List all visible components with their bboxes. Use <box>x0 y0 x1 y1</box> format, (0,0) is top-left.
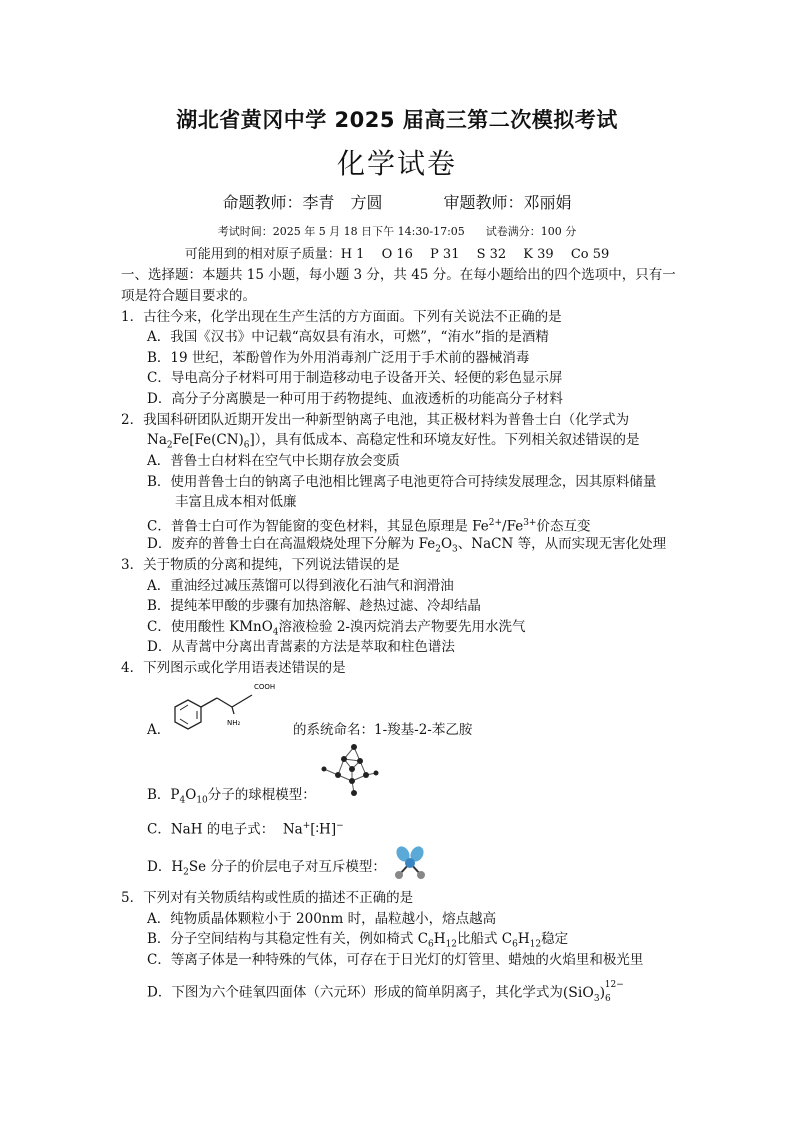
reviewer-name: 邓丽娟 <box>523 193 572 212</box>
q4-option-b: B．$P_4O_{10}$分子的球棍模型： <box>147 787 316 806</box>
exam-time: 考试时间：2025 年 5 月 18 日下午 14:30-17:05 <box>217 225 465 238</box>
cooh-label: COOH <box>254 683 276 691</box>
exam-subtitle: 化学试卷 <box>336 147 457 180</box>
p4o10-ball-stick-model <box>318 741 378 797</box>
full-score: 试卷满分：100 分 <box>485 225 577 238</box>
section-heading-line2: 项是符合题目要求的。 <box>121 288 256 304</box>
q5-option-d: D．下图为六个硅氧四面体（六元环）形成的简单阴离子，其化学式为$(SiO_3)_6^{12-}$ <box>147 979 630 1008</box>
q1-option-b: B．19 世纪，苯酚曾作为外用消毒剂广泛用于手术前的器械消毒 <box>147 350 530 366</box>
q1-option-d: D．高分子分离膜是一种可用于药物提纯、血液透析的功能高分子材料 <box>147 391 563 407</box>
q4-stem: 4．下列图示或化学用语表述错误的是 <box>121 660 346 676</box>
silicate-formula: $(SiO_3)_6^{12-}$ <box>562 980 624 1004</box>
q1-option-c: C．导电高分子材料可用于制造移动电子设备开关、轻便的彩色显示屏 <box>147 370 563 386</box>
atomic-masses: 可能用到的相对原子质量：H 1 O 16 P 31 S 32 K 39 Co 59 <box>184 247 610 262</box>
q1-option-a: A．我国《汉书》中记载“高奴县有洧水，可燃”，“洧水”指的是酒精 <box>147 329 549 345</box>
q2-option-a: A．普鲁士白材料在空气中长期存放会变质 <box>147 453 400 469</box>
q5-option-c: C．等离子体是一种特殊的气体，可存在于日光灯的灯管里、蜡烛的火焰里和极光里 <box>147 952 644 968</box>
q2-option-b-line1: B．使用普鲁士白的钠离子电池相比锂离子电池更符合可持续发展理念，因其原料储量 <box>147 474 657 490</box>
setter-names: 李青 方圆 <box>302 193 383 212</box>
q3-option-c: C．使用酸性 KMnO$_4$溶液检验 2-溴丙烷消去产物要先用水洗气 <box>147 619 526 638</box>
q4-option-a-text: 的系统命名：1-羧基-2-苯乙胺 <box>293 722 473 738</box>
q5-option-a: A．纯物质晶体颗粒小于 200nm 时，晶粒越小，熔点越高 <box>147 911 497 927</box>
q1-stem: 1．古往今来，化学出现在生产生活的方方面面。下列有关说法不正确的是 <box>121 309 562 325</box>
q4-option-a-label: A． <box>147 722 171 738</box>
reviewer-label: 审题教师： <box>443 193 524 212</box>
q2-option-b-line2: 丰富且成本相对低廉 <box>175 494 297 510</box>
exam-info <box>0 223 794 239</box>
section-heading-line1: 一、选择题：本题共 15 小题，每小题 3 分，共 45 分。在每小题给出的四个选项中，只有一 <box>121 267 676 283</box>
q2-stem-line1: 2．我国科研团队近期开发出一种新型钠离子电池，其正极材料为普鲁士白（化学式为 <box>121 412 630 428</box>
q3-option-a: A．重油经过减压蒸馏可以得到液化石油气和润滑油 <box>147 578 454 594</box>
nh2-label: NH₂ <box>227 719 241 727</box>
q3-stem: 3．关于物质的分离和提纯，下列说法错误的是 <box>121 557 400 573</box>
exam-title: 湖北省黄冈中学 2025 届高三第二次模拟考试 <box>176 108 618 132</box>
q5-stem: 5．下列对有关物质结构或性质的描述不正确的是 <box>121 890 414 906</box>
q2-option-c: C．普鲁士白可作为智能窗的变色材料，其显色原理是 $Fe^{2+}/Fe^{3+}$价态互变 <box>147 518 591 535</box>
teachers-line <box>0 190 794 213</box>
q5-option-b: B．分子空间结构与其稳定性有关，例如椅式 $C_6H_{12}$比船式 $C_6H_{12}$稳定 <box>147 931 569 950</box>
q3-option-b: B．提纯苯甲酸的步骤有加热溶解、趁热过滤、冷却结晶 <box>147 598 481 614</box>
q4-option-d: D．$H_2Se$ 分子的价层电子对互斥模型： <box>147 859 386 878</box>
q4-option-c: C．NaH 的电子式： Na+[∶H]− <box>147 821 344 838</box>
h2se-vsepr-model <box>393 845 427 881</box>
q3-option-d: D．从青蒿中分离出青蒿素的方法是萃取和柱色谱法 <box>147 639 455 655</box>
phenylalanine-structure <box>172 680 292 730</box>
q2-stem-line2: $Na_2Fe[Fe(CN)_6]$），具有低成本、高稳定性和环境友好性。下列相关叙述错误的是 <box>147 432 640 451</box>
q2-option-d: D．废弃的普鲁士白在高温煅烧处理下分解为 $Fe_2O_3$、NaCN 等，从而实现无害化处理 <box>147 536 667 555</box>
setter-label: 命题教师： <box>222 193 303 212</box>
